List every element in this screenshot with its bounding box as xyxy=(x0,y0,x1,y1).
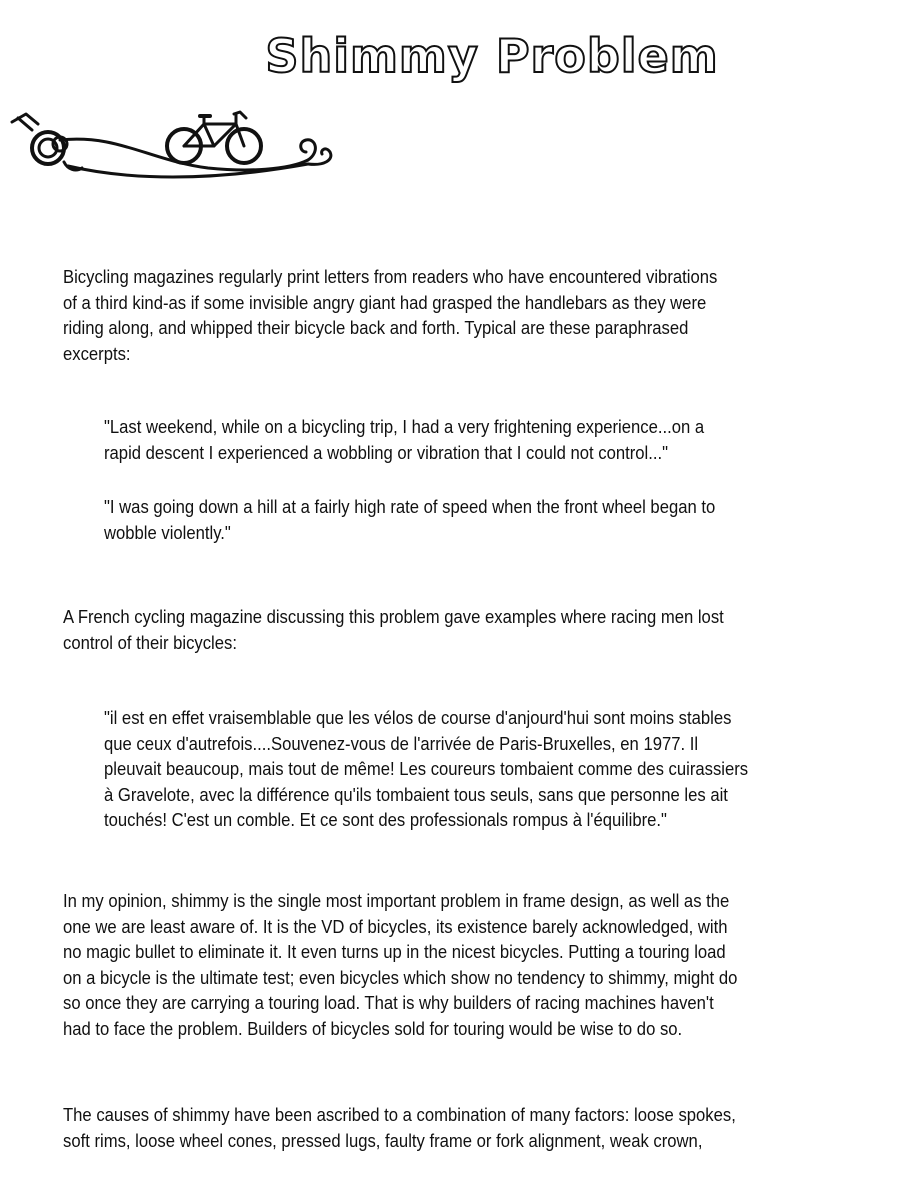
text-line: soft rims, loose wheel cones, pressed lugs, faulty frame or fork alignment, weak crown, xyxy=(63,1129,703,1151)
reader-quote-2 xyxy=(104,494,903,545)
text-line: control of their bicycles: xyxy=(63,631,237,653)
page-title: Shimmy Problem xyxy=(265,28,719,83)
text-line: Bicycling magazines regularly print letters from readers who have encountered vibrations xyxy=(63,266,718,287)
text-line: "Last weekend, while on a bicycling trip, I had a very frightening experience...on a xyxy=(104,416,705,437)
causes-paragraph xyxy=(63,1102,904,1153)
text-line: que ceux d'autrefois....Souvenez-vous de l'arrivée de Paris-Bruxelles, en 1977. Il xyxy=(104,732,699,754)
text-line: of a third kind-as if some invisible angry giant had grasped the handlebars as they were xyxy=(63,291,707,313)
text-line: on a bicycle is the ultimate test; even bicycles which show no tendency to shimmy, might do xyxy=(63,966,738,988)
text-line: no magic bullet to eliminate it. It even turns up in the nicest bicycles. Putting a touring load xyxy=(63,941,726,963)
text-line: "I was going down a hill at a fairly high rate of speed when the front wheel began to xyxy=(104,496,716,517)
text-line: touchés! C'est un comble. Et ce sont des professionals rompus à l'équilibre." xyxy=(104,809,667,831)
text-line: The causes of shimmy have been ascribed to a combination of many factors: loose spokes, xyxy=(63,1104,736,1125)
text-line: "il est en effet vraisemblable que les vélos de course d'anjourd'hui sont moins stables xyxy=(104,707,732,728)
text-line: In my opinion, shimmy is the single most important problem in frame design, as well as the xyxy=(63,890,730,911)
french-quote xyxy=(104,705,903,833)
opinion-paragraph xyxy=(63,888,904,1042)
text-line: à Gravelote, avec la différence qu'ils tombaient tous seuls, sans que personne les ait xyxy=(104,783,728,805)
text-line: had to face the problem. Builders of bicycles sold for touring would be wise to do so. xyxy=(63,1017,683,1039)
text-line: A French cycling magazine discussing this problem gave examples where racing men lost xyxy=(63,606,724,627)
text-line: excerpts: xyxy=(63,342,131,364)
french-intro-paragraph xyxy=(63,604,904,655)
bicycle-ornament-icon xyxy=(8,100,338,190)
text-line: so once they are carrying a touring load. That is why builders of racing machines haven't xyxy=(63,992,714,1014)
text-line: wobble violently." xyxy=(104,521,231,543)
intro-paragraph xyxy=(63,264,904,366)
text-line: rapid descent I experienced a wobbling or vibration that I could not control..." xyxy=(104,441,669,463)
text-line: riding along, and whipped their bicycle back and forth. Typical are these paraphrased xyxy=(63,317,689,339)
text-line: pleuvait beaucoup, mais tout de même! Les coureurs tombaient comme des cuirassiers xyxy=(104,758,749,780)
reader-quote-1 xyxy=(104,414,903,465)
text-line: one we are least aware of. It is the VD of bicycles, its existence barely acknowledged, with xyxy=(63,915,728,937)
